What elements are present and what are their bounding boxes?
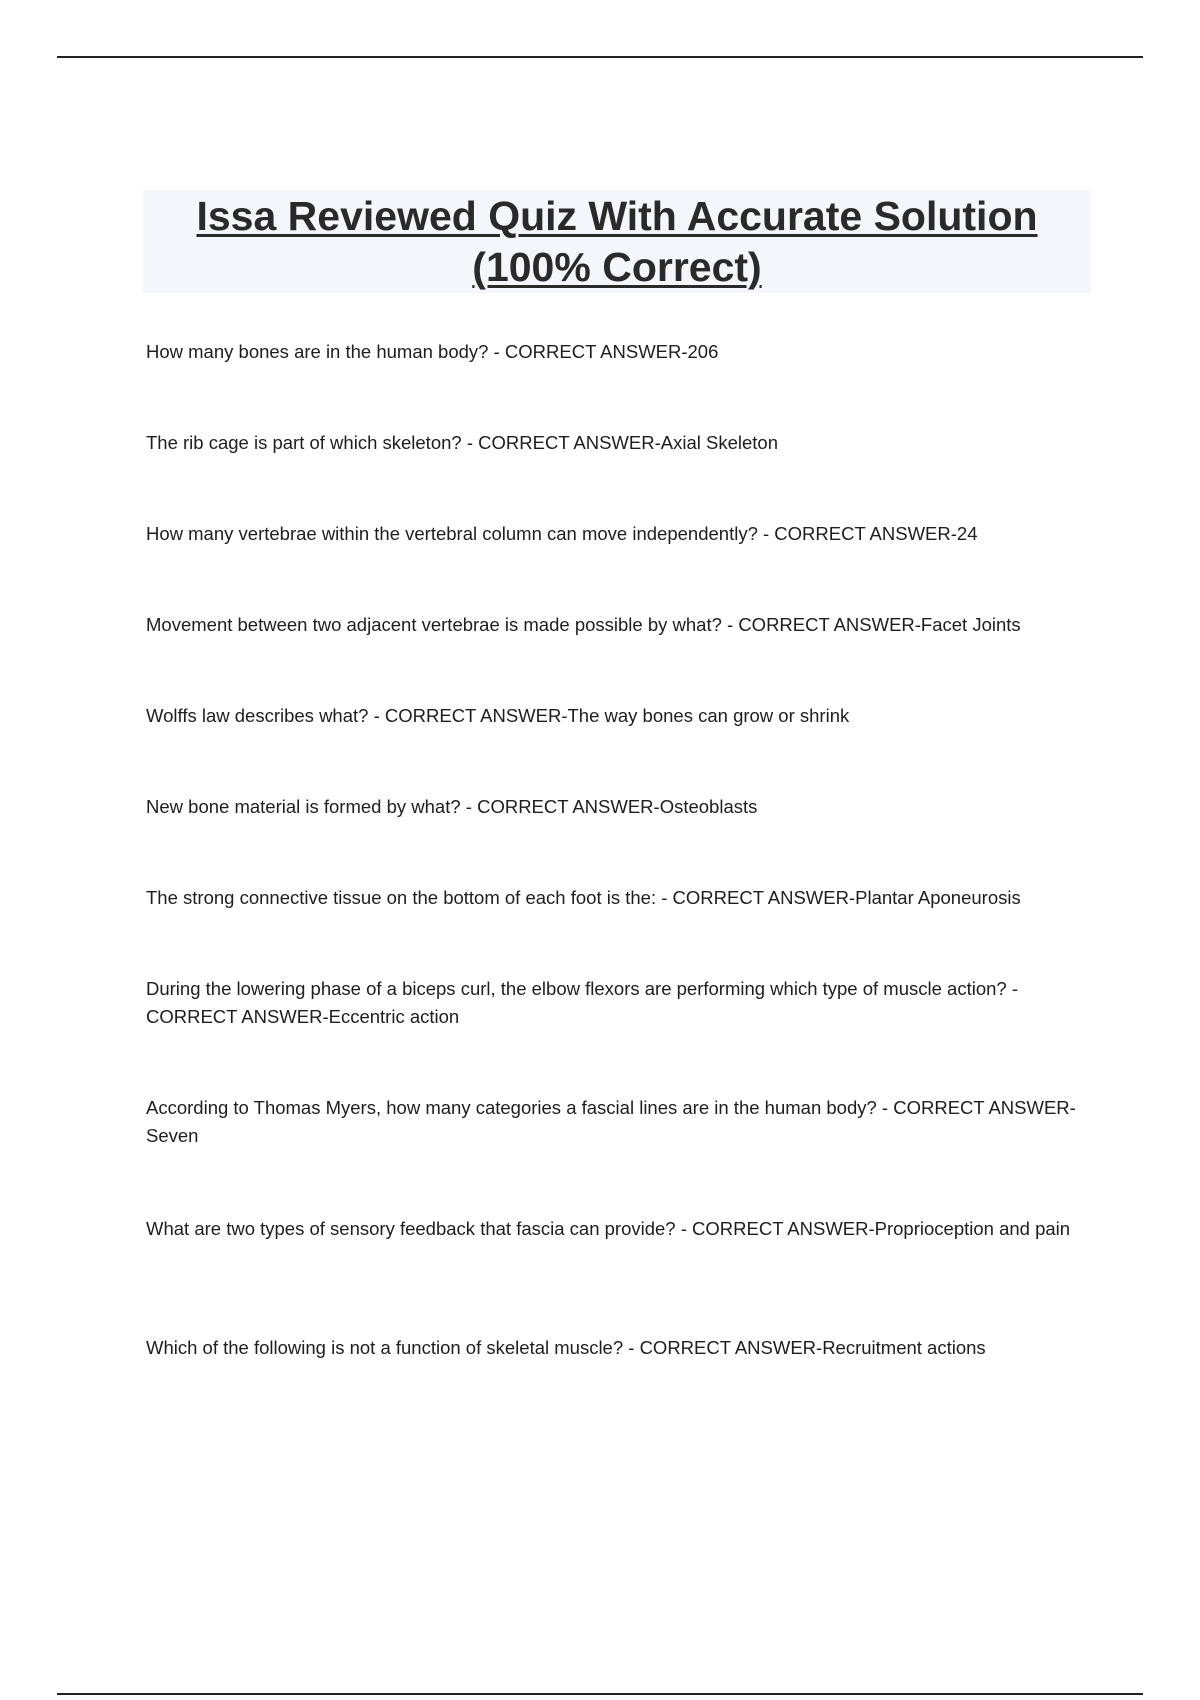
document-title-line-2: (100% Correct) — [472, 243, 762, 290]
qa-item: How many bones are in the human body? - CORRECT ANSWER-206 — [146, 341, 719, 362]
qa-item: The rib cage is part of which skeleton? - CORRECT ANSWER-Axial Skeleton — [146, 432, 778, 453]
title-box — [143, 190, 1091, 293]
qa-item: Which of the following is not a function of skeletal muscle? - CORRECT ANSWER-Recruitment actions — [146, 1337, 986, 1358]
qa-item: The strong connective tissue on the bottom of each foot is the: - CORRECT ANSWER-Plantar Aponeurosis — [146, 887, 1021, 908]
qa-item: New bone material is formed by what? - CORRECT ANSWER-Osteoblasts — [146, 796, 758, 817]
qa-item: Wolffs law describes what? - CORRECT ANSWER-The way bones can grow or shrink — [146, 705, 850, 726]
qa-item: Movement between two adjacent vertebrae is made possible by what? - CORRECT ANSWER-Facet Joints — [146, 614, 1021, 635]
document-title-line-1: Issa Reviewed Quiz With Accurate Solution — [196, 192, 1038, 239]
qa-item: What are two types of sensory feedback that fascia can provide? - CORRECT ANSWER-Proprioception and pain — [146, 1218, 1071, 1239]
bottom-rule — [57, 1693, 1143, 1695]
qa-item: During the lowering phase of a biceps curl, the elbow flexors are performing which type of muscle action? - CORRECT ANSWER-Eccentric action — [146, 978, 1018, 1027]
qa-item: How many vertebrae within the vertebral column can move independently? - CORRECT ANSWER-24 — [146, 523, 978, 544]
top-rule — [57, 56, 1143, 58]
qa-item: According to Thomas Myers, how many categories a fascial lines are in the human body? - CORRECT ANSWER-Seven — [146, 1097, 1076, 1146]
